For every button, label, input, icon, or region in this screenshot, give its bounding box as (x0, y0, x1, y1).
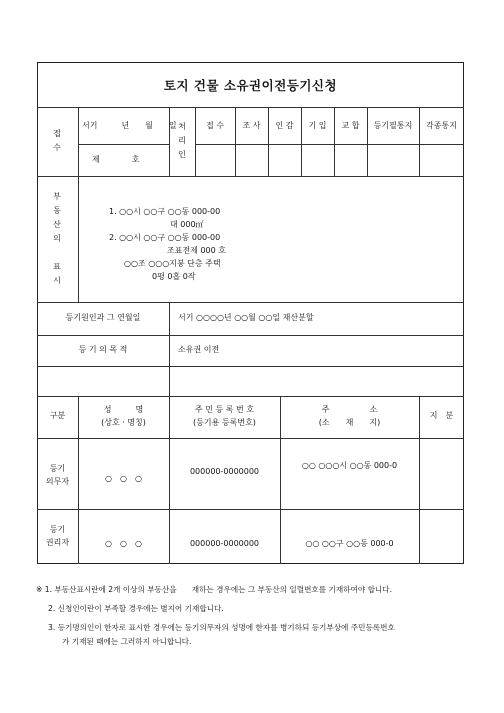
cause-value: 서기 ○○○○년 ○○월 ○○일 재산분할 (178, 313, 314, 322)
receipt-number-label: 제 호 (92, 155, 140, 164)
parties-header-address-sub: (소 재 지) (318, 418, 381, 427)
note-2: 2. 신청인이란이 부족할 경우에는 별지어 기재합니다. (48, 604, 224, 613)
party-obligor-address: ○○ ○○○시 ○○동 000-0 (301, 461, 398, 470)
purpose-value: 소유권 이전 (178, 345, 220, 354)
rule (268, 107, 269, 176)
process-col-review: 조 사 (242, 121, 261, 130)
rule (37, 396, 464, 397)
rule (37, 176, 464, 177)
rule (334, 107, 335, 176)
rule (37, 335, 464, 336)
process-label (175, 120, 189, 162)
receipt-date-label: 서기 년 월 일 (82, 121, 177, 130)
note-3-cont: 가 기재된 때에는 그러하지 아니합니다. (62, 637, 192, 646)
property-line: 0평 0홉 0작 (152, 272, 196, 281)
rule (169, 107, 170, 176)
property-line: ○○조 ○○○지붕 단층 주택 (124, 259, 221, 268)
parties-header-share: 지 분 (429, 411, 454, 420)
note-1: ※ 1. 부동산표시란에 2개 이상의 부동산을 재하는 경우에는 그 부동산의 일렬번호를 기재하여야 합니다. (36, 585, 393, 594)
party-holder-type: 등기 권리자 (45, 525, 70, 547)
parties-header-address: 주 소 (321, 405, 378, 414)
process-col-seal: 인 감 (275, 121, 294, 130)
property-label (50, 190, 64, 288)
property-line: 2. ○○시 ○○구 ○○동 000-00 (109, 233, 221, 242)
process-col-check: 교 합 (341, 121, 360, 130)
note-3: 3. 등기명의인이 한자로 표시한 경우에는 등기의무자의 성명에 한자를 병기하되 등기부상에 주민등록번호 (48, 623, 395, 632)
rule (78, 107, 79, 176)
rule (37, 107, 464, 108)
process-col-other-notice: 각종통지 (426, 121, 457, 130)
party-obligor-regno: 000000-0000000 (189, 467, 260, 476)
rule (367, 107, 368, 176)
process-col-receipt: 접 수 (206, 121, 224, 130)
rule (169, 302, 170, 396)
rule (37, 366, 464, 367)
process-col-entry: 기 입 (308, 121, 327, 130)
party-obligor-type: 등기 의무자 (45, 464, 70, 486)
form-title: 토지 건물 소유권이전등기신청 (163, 78, 338, 93)
purpose-label: 등 기 의 목 적 (78, 345, 128, 354)
process-col-completion-notice: 등기필통지 (373, 121, 413, 130)
parties-header-name-sub: (상호 · 명칭) (101, 418, 146, 427)
parties-header-regno: 주 민 등 록 번 호 (194, 405, 255, 414)
receipt-label (50, 127, 64, 155)
rule (195, 107, 196, 176)
rule (78, 176, 79, 302)
party-holder-address: ○○ ○○구 ○○동 000-0 (305, 539, 394, 548)
rule (37, 438, 464, 439)
parties-header-type: 구분 (49, 411, 66, 420)
parties-header-name: 성 명 (103, 405, 144, 414)
rule (419, 107, 420, 176)
rule (37, 509, 464, 510)
parties-header-regno-sub: (등기용 등록번호) (193, 418, 256, 427)
party-obligor-name: ○ ○ ○ (105, 474, 142, 483)
property-line: 대 000㎡ (170, 220, 204, 229)
rule (301, 107, 302, 176)
receipt-label-text: 접 수 (53, 129, 61, 152)
rule (78, 144, 169, 145)
property-line: 1. ○○시 ○○구 ○○동 000-00 (109, 207, 221, 216)
property-label-text: 부 동 산 의 표 시 (53, 192, 61, 285)
rule (235, 107, 236, 176)
cause-label: 등기원인과 그 연월일 (65, 313, 141, 322)
rule (37, 302, 464, 303)
rule (419, 396, 420, 564)
party-holder-name: ○ ○ ○ (105, 539, 142, 548)
party-holder-regno: 000000-0000000 (189, 539, 260, 548)
process-label-text: 처 리 인 (178, 122, 186, 159)
property-line: 조표전제 000 호 (167, 246, 226, 255)
